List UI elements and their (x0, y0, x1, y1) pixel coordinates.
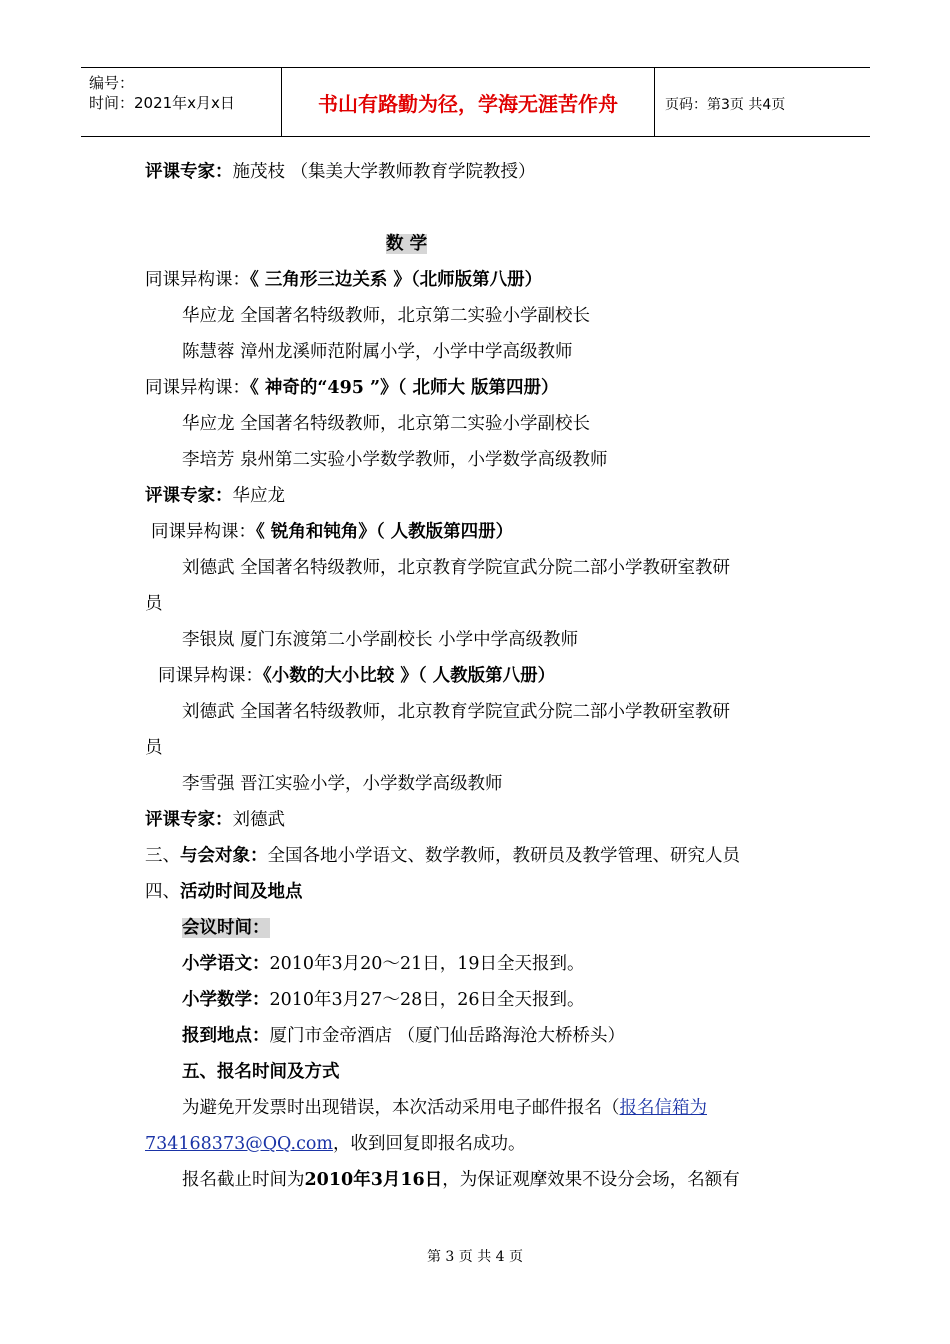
registration-place (182, 1024, 625, 1048)
course-1-teacher-1: 华应龙 全国著名特级教师，北京第二实验小学副校长 (182, 306, 591, 326)
course-title: 《 锐角和钝角》（ 人教版第四册） (256, 522, 514, 542)
course-3-teacher-1-wrap: 员 (145, 594, 163, 614)
meeting-time-label (182, 916, 270, 940)
section-5-heading: 五、报名时间及方式 (182, 1062, 340, 1082)
schedule-text: 2010年3月27～28日，26日全天报到。 (269, 990, 585, 1010)
schedule-label: 小学数学： (182, 990, 270, 1010)
serial-label: 编号： (89, 74, 135, 92)
math-title-text: 数 学 (386, 234, 428, 254)
registration-deadline (182, 1168, 740, 1192)
chinese-schedule (182, 952, 584, 976)
time-label: 时间：2021年x月x日 (89, 94, 235, 112)
email-link[interactable]: 734168373@QQ.com (145, 1134, 334, 1154)
registration-paragraph-1 (182, 1096, 707, 1120)
header-info-cell (81, 68, 282, 136)
header-page-label: 页码：第3页 共4页 (665, 97, 786, 113)
page-header (81, 67, 870, 137)
schedule-label: 小学语文： (182, 954, 270, 974)
course-4-teacher-1-wrap: 员 (145, 738, 163, 758)
review-expert-line-1 (145, 160, 536, 184)
section-number: 三、 (145, 846, 180, 866)
expert-text: 华应龙 (232, 486, 285, 506)
math-schedule (182, 988, 584, 1012)
place-label: 报到地点： (182, 1026, 270, 1046)
course-1-title-line (145, 268, 542, 292)
course-2-teacher-2: 李培芳 泉州第二实验小学数学教师，小学数学高级教师 (182, 450, 608, 470)
review-expert-line-2 (145, 484, 285, 508)
expert-text: 施茂枝 （集美大学教师教育学院教授） (232, 162, 536, 182)
math-section-title (386, 232, 427, 256)
paragraph-text: ，收到回复即报名成功。 (333, 1134, 526, 1154)
course-prefix: 同课异构课： (158, 666, 263, 686)
paragraph-text: 为避免开发票时出现错误，本次活动采用电子邮件报名（ (182, 1098, 620, 1118)
course-prefix: 同课异构课： (151, 522, 256, 542)
course-2-teacher-1: 华应龙 全国著名特级教师，北京第二实验小学副校长 (182, 414, 591, 434)
place-text: 厦门市金帝酒店 （厦门仙岳路海沧大桥桥头） (269, 1026, 626, 1046)
section-text: 全国各地小学语文、数学教师，教研员及教学管理、研究人员 (267, 846, 740, 866)
course-prefix: 同课异构课： (145, 378, 250, 398)
course-title: 《小数的大小比较 》（ 人教版第八册） (263, 666, 556, 686)
course-4-teacher-2: 李雪强 晋江实验小学，小学数学高级教师 (182, 774, 503, 794)
schedule-text: 2010年3月20～21日，19日全天报到。 (269, 954, 585, 974)
course-1-teacher-2: 陈慧蓉 漳州龙溪师范附属小学，小学中学高级教师 (182, 342, 573, 362)
expert-label: 评课专家： (145, 486, 233, 506)
section-3-participants (145, 844, 740, 868)
course-prefix: 同课异构课： (145, 270, 250, 290)
registration-paragraph-2 (145, 1132, 526, 1156)
expert-label: 评课专家： (145, 810, 233, 830)
header-slogan: 书山有路勤为径，学海无涯苦作舟 (282, 68, 655, 136)
meeting-time-text: 会议时间： (182, 918, 270, 938)
course-4-title-line (158, 664, 555, 688)
email-link-part-1[interactable]: 报名信箱为 (619, 1098, 707, 1118)
expert-text: 刘德武 (232, 810, 285, 830)
course-2-title-line (145, 376, 559, 400)
deadline-text-tail: ，为保证观摩效果不设分会场，名额有 (442, 1170, 740, 1190)
deadline-date: 2010年3月16日 (304, 1170, 443, 1190)
course-4-teacher-1: 刘德武 全国著名特级教师，北京教育学院宣武分院二部小学教研室教研 (182, 702, 731, 722)
course-3-teacher-1: 刘德武 全国著名特级教师，北京教育学院宣武分院二部小学教研室教研 (182, 558, 731, 578)
page-footer: 第 3 页 共 4 页 (426, 1249, 524, 1265)
course-3-title-line (151, 520, 513, 544)
course-title: 《 三角形三边关系 》（北师版第八册） (250, 270, 543, 290)
section-number: 四、 (145, 882, 180, 902)
deadline-text: 报名截止时间为 (182, 1170, 305, 1190)
course-3-teacher-2: 李银岚 厦门东渡第二小学副校长 小学中学高级教师 (182, 630, 579, 650)
expert-label: 评课专家： (145, 162, 233, 182)
review-expert-line-3 (145, 808, 285, 832)
section-label: 与会对象： (180, 846, 268, 866)
section-4-heading (145, 880, 303, 904)
section-label: 活动时间及地点 (180, 882, 303, 902)
course-title: 《 神奇的“495 ”》（ 北师大 版第四册） (250, 378, 559, 398)
